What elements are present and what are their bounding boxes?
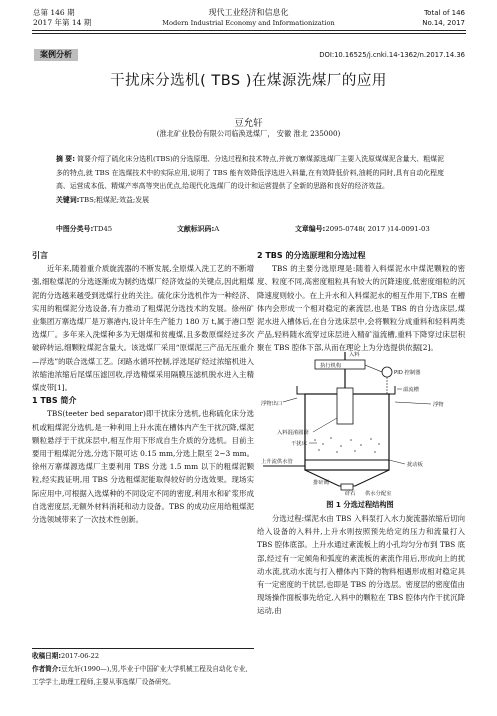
issue-year: 2017 年第 14 期 [33, 18, 92, 27]
label-sink: 矸石 [345, 491, 356, 496]
journal-title-cn: 现代工业经济和信息化 [208, 8, 289, 17]
label-float: 浮物 [433, 402, 444, 408]
feed-well [337, 388, 353, 424]
abstract [56, 153, 444, 208]
doi: DOI:10.16525/j.cnki.14-1362/n.2017.14.36 [319, 51, 465, 59]
left-column [32, 249, 254, 526]
right-column-continued [257, 512, 465, 618]
separation-process-diagram [257, 348, 463, 496]
article-number: 文章编号:2095-0748( 2017 )14-0091-03 [295, 225, 430, 233]
issue-total: 总第 146 期 [33, 8, 75, 17]
label-teeter: 干扰床 [291, 441, 307, 447]
label-discharge-valve: 排矸阀 [313, 480, 329, 486]
label-overflow-tank: 溢流槽 [403, 387, 419, 393]
header-rule [32, 30, 466, 31]
intro-heading: 引言 [32, 251, 48, 260]
section-tag: 案例分析 [34, 49, 78, 61]
pid-icon [382, 367, 392, 377]
section-2-paragraph-1: TBS 的主要分选原理是:随着入料煤泥水中煤泥颗粒的密度、粒度不同,高密度粗粒具有较大的沉降速度,低密度细粒的沉降速度则较小。在上升水和入料煤泥水的相互作用下,TBS 在槽体内会形成一个相对稳定的紊流层,也是 TBS 的自分选床层,煤泥水进入槽体后,在自分选床层中,会将颗粒分成重料和轻料两类产品,轻料随水流穿过床层进入精矿溢流槽,重料下降穿过床层积聚在 TBS 腔体下部,从而在理论上为分选提供依据[2]。 [257, 264, 465, 353]
label-feed: 入料 [349, 352, 360, 358]
figure-caption: 图 1 分选过程结构图 [326, 500, 394, 509]
label-water-box: 供水分配室 [365, 491, 392, 496]
journal-title-en: Modern Industrial Economy and Informationization [162, 19, 335, 27]
label-upflow-pipe: 上升流供水管 [261, 459, 293, 465]
classification: 中图分类号:TD45 [56, 225, 113, 233]
abstract-label: 摘 要: [56, 155, 75, 163]
doc-code: 文献标识码:A [177, 225, 220, 233]
issue-no-en: No.14, 2017 [422, 19, 465, 27]
author: 豆允轩 [234, 118, 263, 129]
label-pid: PID 控制器 [394, 370, 421, 376]
section-2-paragraph-2: 分选过程:煤泥水由 TBS 入料泵打入水力旋流器浓缩后切向给入设备的入料井,上升水则按照预先给定的压力和流量打入 TBS 腔体底部。上升水通过紊流板上的小孔均匀分布到 TBS 底部,经过有一定倾角和弧度的紊流板的紊流作用后,形成向上的扰动水流,扰动水流与打入槽体内下降的物料相遇形成相对稳定具有一定密度的干扰层,也即是 TBS 的分选层。密度层的密度值由现场操作面板事先给定,入料中的颗粒在 TBS 腔体内作干扰沉降运动,由 [257, 514, 465, 616]
article-title: 干扰床分选机( TBS )在煤源洗煤厂的应用 [110, 73, 387, 89]
section-2-heading: 2 TBS 的分选原理和分选过程 [257, 251, 366, 260]
discharge-valve-icon [341, 484, 353, 490]
intro-paragraph: 近年来,随着重介质旋流器的不断发展,全原煤入洗工艺的不断增强,细粒煤泥的分选逐渐成为制约选煤厂经济效益的关键点,因此粗煤泥的分选越来越受到选煤行业的关注。硫化床分选机作为一种经济、实用的粗煤泥分选设备,有力推动了粗煤泥分选技术的发展。徐州矿业集团万寨选煤厂是万寨港内,设计年生产能力 180 万 t,属于港口型选煤厂。多年来入洗煤种多为无烟煤和贫瘦煤,且多数原煤经过多次破碎转运,细颗粒煤泥含量大。该选煤厂采用“原煤泥三产品无压重介—浮选”的联合选煤工艺。闭路水循环控制,浮选尾矿经过浓缩机进入浓缩池浓缩后尾煤压滤回收,浮选精煤采用隔膜压滤机脱水进入主精煤皮带[1]。 [32, 264, 254, 393]
affiliation: (淮北矿业股份有限公司临涣选煤厂， 安徽 淮北 235000) [156, 129, 341, 138]
issue-total-en: Total of 146 [424, 9, 465, 17]
label-feed-well: 入料混淆圆筒 [277, 430, 309, 436]
keywords-label: 关键词: [56, 196, 80, 205]
right-column [257, 249, 465, 355]
abstract-text: 简要介绍了硫化床分选机(TBS)的分选原理、分选过程和技术特点,并就万寨煤源选煤厂主要入洗原煤煤泥含量大、粗煤泥多的特点,就 TBS 在选煤技术中的实际应用,说明了 TBS 能有效降低浮选进入料量,在有效降低价料,油耗的同时,具有自动化程度高、运营成本低、精煤产率高等突出优点,给现代化选煤厂的设计和运营提供了全新的思路和良好的经济效益。 [56, 155, 444, 191]
keywords-text: TBS;粗煤泥;效益;发展 [79, 196, 150, 205]
footnote: 收稿日期:2017-06-22 作者简介:豆允轩(1990—),男,毕业于中国矿业大学机械工程及自动化专业,工学学士,助理工程师,主要从事选煤厂设备研究。 [32, 648, 254, 689]
section-1-heading: 1 TBS 简介 [32, 396, 77, 406]
label-actuator: 执行机构 [320, 363, 342, 369]
header-rule-thin [32, 33, 466, 34]
label-disturb-plate: 扰动板 [407, 462, 423, 468]
section-1-paragraph: TBS(teeter bed separator)即干扰床分选机,也称硫化床分选机或粗煤泥分选机,是一种利用上升水流在槽体内产生干扰沉降,煤泥颗粒悬浮于干扰床层中,相互作用下形成自生介质的分选机。目前主要用于粗煤泥分选,分选下限可达 0.15 mm,分选上限至 2~3 mm。徐州万寨煤源选煤厂主要利用 TBS 分选 1.5 mm 以下的粗煤泥颗粒,经实践证明,用 TBS 分选粗煤泥能取得较好的分选效果。现场实际应用中,可根据入选煤种的不同设定不同的密度,利用水和矿浆形成自选密度层,无额外材料消耗和动力设备。TBS 的成功应用给粗煤泥分选领域带来了一次技术性创新。 [32, 409, 254, 525]
label-overflow-outlet: 浮物出口 [261, 401, 283, 407]
